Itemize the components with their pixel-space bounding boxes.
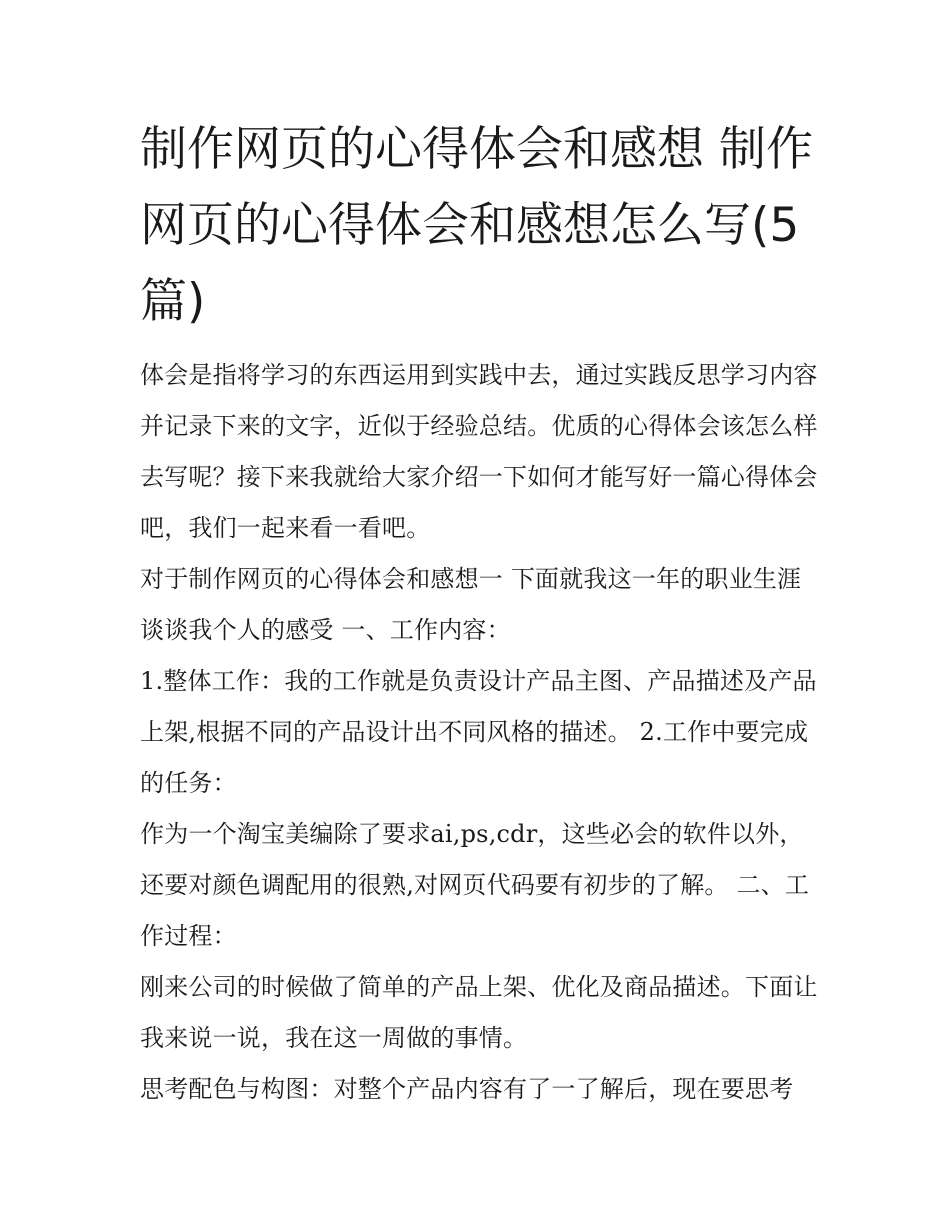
paragraph-work-process: 刚来公司的时候做了简单的产品上架、优化及商品描述。下面让我来说一说，我在这一周做的事情。	[140, 973, 818, 1052]
paragraph-intro: 体会是指将学习的东西运用到实践中去，通过实践反思学习内容并记录下来的文字，近似于经验总结。优质的心得体会该怎么样去写呢？接下来我就给大家介绍一下如何才能写好一篇心得体会吧，我们一起来看一看吧。	[140, 361, 818, 542]
paragraph-tasks: 作为一个淘宝美编除了要求ai,ps,cdr，这些必会的软件以外，还要对颜色调配用的很熟,对网页代码要有初步的了解。 二、工作过程：	[140, 820, 810, 950]
paragraph-color-composition: 思考配色与构图：对整个产品内容有了一了解后，现在要思考	[140, 1075, 794, 1103]
paragraph-work-content: 1.整体工作：我的工作就是负责设计产品主图、产品描述及产品上架,根据不同的产品设计出不同风格的描述。 2.工作中要完成的任务：	[140, 667, 817, 797]
paragraph-section-1: 对于制作网页的心得体会和感想一 下面就我这一年的职业生涯谈谈我个人的感受 一、工作内容：	[140, 565, 802, 644]
document-title: 制作网页的心得体会和感想 制作网页的心得体会和感想怎么写(5篇)	[140, 122, 813, 329]
document-body	[140, 112, 820, 1115]
